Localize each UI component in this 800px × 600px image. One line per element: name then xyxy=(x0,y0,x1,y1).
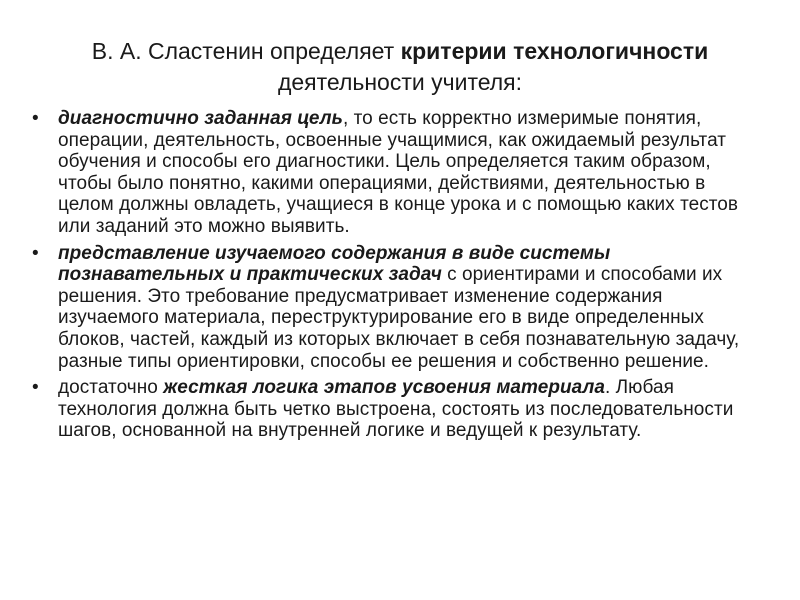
title-bold-term: критерии технологичности xyxy=(400,38,709,64)
bullet-body-text: . Любая технология должна быть четко выстроена, состоять из последовательности шагов, основанной на внутренней логике и ведущей к результату. xyxy=(58,377,734,442)
bullet-body-text: , то есть корректно измеримые понятия, операции, деятельность, освоенные учащимися, как ожидаемый результат обучения и способы его диагностики. Цель определяется таким образом, чтобы было понятно, какими операциями, действиями, деятельностью в целом должны овладеть, учащиеся в конце урока и с помощью каких тестов или заданий это можно выявить. xyxy=(58,108,739,237)
bullet-dot-icon: • xyxy=(32,108,39,129)
bullet-body-text: с ориентирами и способами их решения. Это требование предусматривает изменение содержания изучаемого материала, переструктурирование его в виде определенных блоков, частей, каждый из которых включает в себя познавательную задачу, разные типы ориентировки, способы ее решения и собственно решение. xyxy=(58,264,740,372)
bullet-emphasis: диагностично заданная цель xyxy=(58,108,343,129)
criteria-item-goal xyxy=(30,108,760,238)
criteria-list xyxy=(30,108,760,447)
criteria-item-logic xyxy=(30,377,760,442)
bullet-dot-icon: • xyxy=(32,377,39,399)
bullet-dot-icon: • xyxy=(32,242,39,264)
bullet-emphasis: жесткая логика этапов усвоения материала xyxy=(163,377,605,399)
criteria-item-content xyxy=(30,243,760,373)
bullet-emphasis: представление изучаемого содержания в виде системы познавательных и практических задач xyxy=(58,242,611,286)
title-text-start: В. А. Сластенин определяет xyxy=(91,38,401,64)
title-text-end: деятельности учителя: xyxy=(277,69,523,95)
slide-title xyxy=(90,36,710,98)
bullet-lead-text: достаточно xyxy=(58,377,164,399)
